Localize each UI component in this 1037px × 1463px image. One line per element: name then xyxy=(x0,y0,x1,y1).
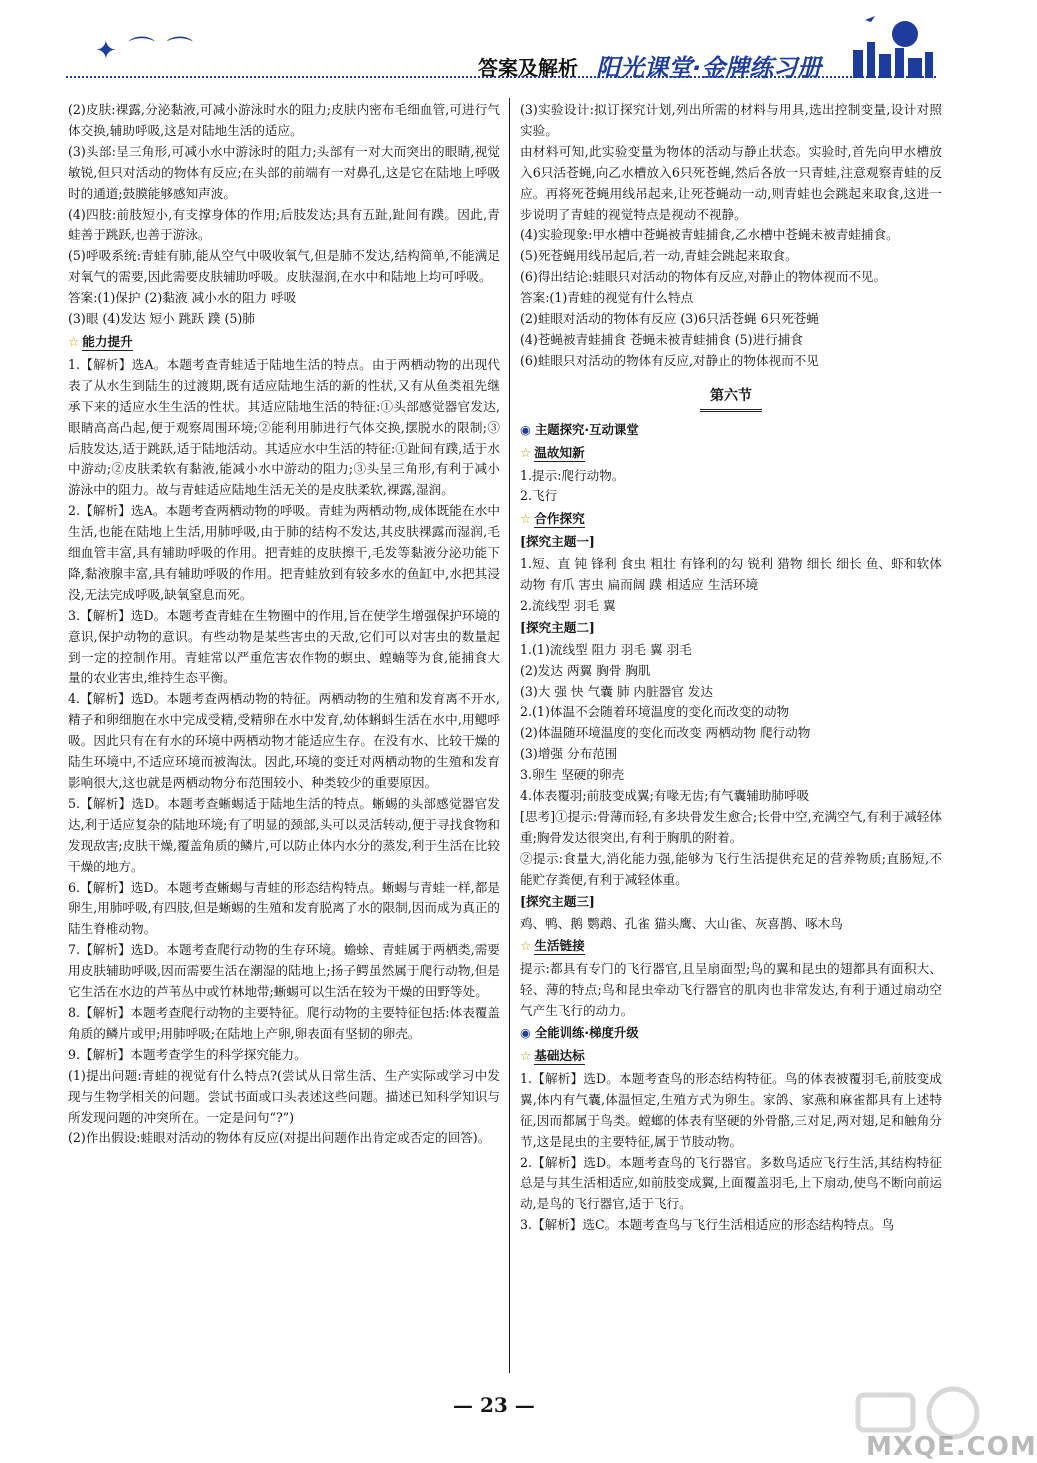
text-line: (3)增强 分布范围 xyxy=(520,746,618,762)
section-heading: ☆ 生活链接 xyxy=(520,938,585,954)
answer-line: (6)蛙眼只对活动的物体有反应,对静止的物体视而不见 xyxy=(520,352,819,368)
section-heading: ☆ 能力提升 xyxy=(68,333,133,349)
text-line: (2)皮肤:裸露,分泌黏液,可减小游泳时水的阻力;皮肤内密布毛细血管,可进行气体交换,辅助呼吸,这是对陆地生活的适应。 xyxy=(68,102,500,138)
text-line: 鸡、鸭、鹅 鹦鹉、孔雀 猫头鹰、大山雀、灰喜鹊、啄木鸟 xyxy=(520,915,843,931)
skyline-logo-icon xyxy=(845,12,940,78)
page-header xyxy=(0,0,1000,92)
column-divider xyxy=(509,98,510,1373)
star-icon: ☆ xyxy=(520,511,532,527)
answer-line: (2)蛙眼对活动的物体有反应 (3)6只活苍蝇 6只死苍蝇 xyxy=(520,311,819,327)
answer-item: 1.【解析】选D。本题考查鸟的形态结构特征。鸟的体表被覆羽毛,前肢变成翼,体内有气囊,体温恒定,生殖方式为卵生。家鸽、家燕和麻雀都具有上述特征,因而都属于鸟类。螳螂的体表有坚硬的外骨骼,三对足,两对翅,足和触角分节,这是昆虫的主要特征,属于节肢动物。 xyxy=(520,1070,942,1149)
right-column xyxy=(520,100,942,1236)
text-line: 1.短、直 钝 锋利 食虫 粗壮 有锋利的勾 锐利 猎物 细长 细长 鱼、虾和软体动物 有爪 害虫 扁而阔 蹼 相适应 生活环境 xyxy=(520,556,942,593)
text-line: (5)死苍蝇用线吊起后,若一动,青蛙会跳起来取食。 xyxy=(520,248,798,264)
watermark-text: MXQE.COM xyxy=(866,1432,1037,1462)
text-line: (5)呼吸系统:青蛙有肺,能从空气中吸收氧气,但是肺不发达,结构简单,不能满足对氧气的需要,因此需要皮肤辅助呼吸。皮肤湿润,在水中和陆地上均可呼吸。 xyxy=(68,248,500,285)
answer-item: 5.【解析】选D。本题考查蜥蜴适于陆地生活的特点。蜥蜴的头部感觉器官发达,利于适应复杂的陆地环境;有了明显的颈部,头可以灵活转动,便于寻找食物和发现敌害;皮肤干燥,覆盖角质的鳞片,可以防止体内水分的蒸发,利于生活在比较干燥的地方。 xyxy=(68,795,500,874)
answer-line: (4)苍蝇被青蛙捕食 苍蝇未被青蛙捕食 (5)进行捕食 xyxy=(520,331,803,347)
star-icon: ☆ xyxy=(520,1047,532,1063)
text-line: (3)头部:呈三角形,可减小水中游泳时的阻力;头部有一对大而突出的眼睛,视觉敏锐,但只对活动的物体有反应;在头部的前端有一对鼻孔,这是它在陆地上呼吸时的通道;鼓膜能够感知声波。 xyxy=(68,143,500,201)
section-heading: ☆ 合作探究 xyxy=(520,511,585,527)
text-line: (6)得出结论:蛙眼只对活动的物体有反应,对静止的物体视而不见。 xyxy=(520,269,887,285)
header-brand: 阳光课堂·金牌练习册 xyxy=(596,54,822,82)
text-line: 1.(1)流线型 阻力 羽毛 翼 羽毛 xyxy=(520,641,692,657)
text-line: (4)实验现象:甲水槽中苍蝇被青蛙捕食,乙水槽中苍蝇未被青蛙捕食。 xyxy=(520,227,899,243)
text-line: (3)大 强 快 气囊 肺 内脏器官 发达 xyxy=(520,683,713,699)
text-line: 提示:都具有专门的飞行器官,且呈扇面型;鸟的翼和昆虫的翅都具有面积大、轻、薄的特点;鸟和昆虫牵动飞行器官的肌肉也非常发达,有利于通过扇动空气产生飞行的动力。 xyxy=(520,961,942,1019)
answer-item: 2.【解析】选A。本题考查两栖动物的呼吸。青蛙为两栖动物,成体既能在水中生活,也能在陆地上生活,用肺呼吸,由于肺的结构不发达,其皮肤裸露而湿润,毛细血管丰富,具有辅助呼吸的作用。把青蛙的皮肤擦干,毛发等黏液分泌功能下降,黏液腺丰富,具有辅助呼吸的作用。把青蛙放到有较多水的鱼缸中,水把其浸没,无法完成呼吸,缺氧窒息而死。 xyxy=(68,503,500,602)
text-line: 2.流线型 羽毛 翼 xyxy=(520,597,616,613)
answer-item: (1)提出问题:青蛙的视觉有什么特点?(尝试从日常生活、生产实际或学习中发现与生物学相关的问题。尝试书面或口头表述这些问题。描述已知科学知识与所发现问题的冲突所在。一定是问句“?”) xyxy=(68,1067,500,1125)
section-heading: ☆ 基础达标 xyxy=(520,1047,585,1063)
answer-item: 3.【解析】选C。本题考查鸟与飞行生活相适应的形态结构特点。鸟 xyxy=(520,1217,895,1233)
page-number: — 23 — xyxy=(453,1393,535,1417)
band-heading: ◉ 全能训练·梯度升级 xyxy=(520,1025,639,1041)
answer-item: 7.【解析】选D。本题考查爬行动物的生存环境。蟾蜍、青蛙属于两栖类,需要用皮肤辅助呼吸,因而需要生活在潮湿的陆地上;扬子鳄虽然属于爬行动物,但是它生活在水边的芦苇丛中或竹林地带;蜥蜴可以生活在较为干燥的田野等处。 xyxy=(68,942,500,1000)
text-line: 2.(1)体温不会随着环境温度的变化而改变的动物 xyxy=(520,704,790,720)
text-line: (3)实验设计:拟订探究计划,列出所需的材料与用具,选出控制变量,设计对照实验。 xyxy=(520,102,942,138)
text-line: [思考]①提示:骨薄而轻,有多块骨发生愈合;长骨中空,充满空气,有利于减轻体重;胸骨发达很突出,有利于胸肌的附着。 xyxy=(520,809,942,845)
text-line: ②提示:食量大,消化能力强,能够为飞行生活提供充足的营养物质;直肠短,不能贮存粪便,有利于减轻体重。 xyxy=(520,850,942,887)
answer-item: 2.【解析】选D。本题考查鸟的飞行器官。多数鸟适应飞行生活,其结构特征总是与其生活相适应,如前肢变成翼,上面覆盖羽毛,上下扇动,使鸟不断向前运动,是鸟的飞行器官,适于飞行。 xyxy=(520,1154,942,1212)
topic-label: [探究主题三] xyxy=(520,893,595,909)
answer-item: 4.【解析】选D。本题考查两栖动物的特征。两栖动物的生殖和发育离不开水,精子和卵细胞在水中完成受精,受精卵在水中发育,幼体蝌蚪生活在水中,用鳃呼吸。因此只有在有水的环境中两栖动物才能适应生存。在没有水、比较干燥的陆生环境中,不适应环境而被淘汰。因此,环境的变迁对两栖动物的生殖和发育影响很大,这也就是两栖动物分布范围较小、种类较少的重要原因。 xyxy=(68,691,500,790)
answer-item: 8.【解析】本题考查爬行动物的主要特征。爬行动物的主要特征包括:体表覆盖角质的鳞片或甲;用肺呼吸;在陆地上产卵,卵表面有坚韧的卵壳。 xyxy=(68,1004,500,1041)
section-title: 第六节 xyxy=(520,386,942,412)
text-line: 1.提示:爬行动物。 xyxy=(520,467,625,483)
text-line: (2)体温随环境温度的变化而改变 两栖动物 爬行动物 xyxy=(520,725,811,741)
star-icon: ☆ xyxy=(68,333,80,349)
text-line: 由材料可知,此实验变量为物体的活动与静止状态。实验时,首先向甲水槽放入6只活苍蝇,向乙水槽放入6只死苍蝇,然后各放一只青蛙,注意观察青蛙的反应。再将死苍蝇用线吊起来,让死苍蝇动一动,则青蛙也会跳起来取食,这进一步说明了青蛙的视觉特点是视动不视静。 xyxy=(520,143,942,222)
band-heading: ◉ 主题探究·互动课堂 xyxy=(520,421,639,437)
text-line: 2.飞行 xyxy=(520,488,558,504)
star-icon: ☆ xyxy=(520,938,532,954)
header-title: 答案及解析 xyxy=(478,56,578,80)
star-icon: ☆ xyxy=(520,444,532,460)
answer-item: 1.【解析】选A。本题考查青蛙适于陆地生活的特点。由于两栖动物的出现代表了从水生到陆生的过渡期,既有适应陆地生活的新的性状,又有从鱼类祖先继承下来的适应水生生活的性状。其适应陆地生活的特征:①头部感觉器官发达,眼睛高高凸起,便于观察周围环境;②能利用肺进行气体交换,摆脱水的限制;③后肢发达,适于跳跃,适于陆地活动。其适应水中生活的特征:①趾间有蹼,适于水中游动;②皮肤柔软有黏液,能减小水中游动的阻力;③头呈三角形,有利于减小游泳中的阻力。故与青蛙适应陆地生活无关的是皮肤柔软,裸露,湿润。 xyxy=(68,356,500,498)
answer-line: 答案:(1)青蛙的视觉有什么特点 xyxy=(520,290,694,306)
answer-item: 6.【解析】选D。本题考查蜥蜴与青蛙的形态结构特点。蜥蜴与青蛙一样,都是卵生,用肺呼吸,有四肢,但是蜥蜴的生殖和发育脱离了水的限制,因而成为真正的陆生脊椎动物。 xyxy=(68,879,500,937)
topic-label: [探究主题一] xyxy=(520,534,595,550)
answer-item: 3.【解析】选D。本题考查青蛙在生物圈中的作用,旨在使学生增强保护环境的意识,保护动物的意识。有些动物是某些害虫的天敌,它们可以对害虫的数量起到一定的控制作用。青蛙常以严重危害农作物的螟虫、蝗蝻等为食,能捕食大量的农业害虫,维持生态平衡。 xyxy=(68,607,500,686)
answer-line: (3)眼 (4)发达 短小 跳跃 蹼 (5)肺 xyxy=(68,311,255,327)
birds-decoration-icon: ✦⌒⌒ xyxy=(95,36,205,66)
section-heading: ☆ 温故知新 xyxy=(520,444,585,460)
badge-icon: ◉ xyxy=(520,421,531,437)
badge-icon: ◉ xyxy=(520,1025,531,1041)
left-column xyxy=(68,100,500,1149)
topic-label: [探究主题二] xyxy=(520,619,595,635)
header-rule xyxy=(66,76,936,78)
text-line: (2)发达 两翼 胸骨 胸肌 xyxy=(520,662,651,678)
text-line: (4)四肢:前肢短小,有支撑身体的作用;后肢发达;具有五趾,趾间有蹼。因此,青蛙善于跳跃,也善于游泳。 xyxy=(68,206,500,243)
answer-item: 9.【解析】本题考查学生的科学探究能力。 xyxy=(68,1046,307,1062)
answer-item: (2)作出假设:蛙眼对活动的物体有反应(对提出问题作出肯定或否定的回答)。 xyxy=(68,1130,491,1146)
text-line: 3.卵生 坚硬的卵壳 xyxy=(520,767,625,783)
text-line: 4.体表覆羽;前肢变成翼;有喙无齿;有气囊辅助肺呼吸 xyxy=(520,788,810,804)
answer-line: 答案:(1)保护 (2)黏液 减小水的阻力 呼吸 xyxy=(68,290,297,306)
